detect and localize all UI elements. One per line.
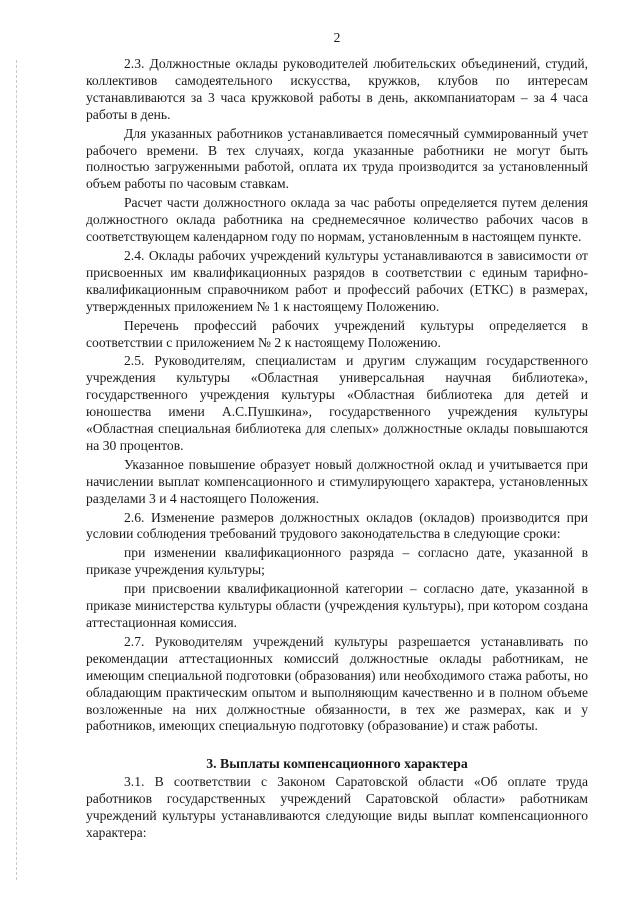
- scan-edge-line: [16, 60, 17, 880]
- paragraph-monthly-accounting: Для указанных работников устанавливается помесячный суммированный учет рабочего времени. В тех случаях, когда указанные работники не могут быть полностью загруженными работой, оплата их труда производится за установленный объем работы по часовым ставкам.: [86, 125, 588, 192]
- paragraph-2-3: 2.3. Должностные оклады руководителей любительских объединений, студий, коллективов самодеятельного искусства, кружков, клубов по интересам устанавливаются за 3 часа кружковой работы в день, аккомпаниаторам – за 4 часа работы в день.: [86, 56, 588, 122]
- paragraph-2-5: 2.5. Руководителям, специалистам и другим служащим государственного учреждения культуры «Областная универсальная научная библиотека», государственного учреждения культуры «Областная библиотека для детей и юношества имени А.С.Пушкина», государственного учреждения культуры «Областная специальная библиотека для слепых» должностные оклады повышаются на 30 процентов.: [86, 353, 588, 453]
- paragraph-3-1: 3.1. В соответствии с Законом Саратовской области «Об оплате труда работников государственных учреждений Саратовской области» работникам учреждений культуры устанавливаются следующие виды выплат компенсационного характера:: [86, 774, 588, 841]
- page-number: 2: [333, 30, 341, 45]
- paragraph-professions-list: Перечень профессий рабочих учреждений культуры определяется в соответствии с приложением № 2 к настоящему Положению.: [86, 317, 588, 350]
- paragraph-qualification-grade: при изменении квалификационного разряда – согласно дате, указанной в приказе учреждения культуры;: [86, 545, 588, 578]
- paragraph-2-6: 2.6. Изменение размеров должностных окладов (окладов) производится при условии соблюдения требований трудового законодательства в следующие сроки:: [86, 509, 588, 542]
- section-heading: 3. Выплаты компенсационного характера: [206, 756, 468, 772]
- paragraph-increase-note: Указанное повышение образует новый должностной оклад и учитывается при начислении выплат компенсационного и стимулирующего характера, установленных разделами 3 и 4 настоящего Положения.: [86, 456, 588, 506]
- paragraph-2-4: 2.4. Оклады рабочих учреждений культуры устанавливаются в зависимости от присвоенных им квалификационных разрядов в соответствии с единым тарифно-квалификационным справочником работ и профессий рабочих (ЕТКС) в размерах, утвержденных приложением № 1 к настоящему Положению.: [86, 247, 588, 314]
- paragraph-qualification-category: при присвоении квалификационной категории – согласно дате, указанной в приказе министерства культуры области (учреждения культуры), при котором создана аттестационная комиссия.: [86, 581, 588, 630]
- paragraph-2-7: 2.7. Руководителям учреждений культуры разрешается устанавливать по рекомендации аттестационных комиссий должностные оклады работникам, не имеющим специальной подготовки (образования) или необходимого стажа работы, но обладающим практическим опытом и выполняющим качественно и в полном объеме возложенные на них должностные обязанности, в тех же размерах, как и у работников, имеющих специальную подготовку (образование) и стаж работы.: [86, 633, 588, 734]
- paragraph-hourly-calculation: Расчет части должностного оклада за час работы определяется путем деления должностного оклада работника на среднемесячное количество рабочих часов в соответствующем календарном году по нормам, установленным в настоящем пункте.: [86, 195, 588, 245]
